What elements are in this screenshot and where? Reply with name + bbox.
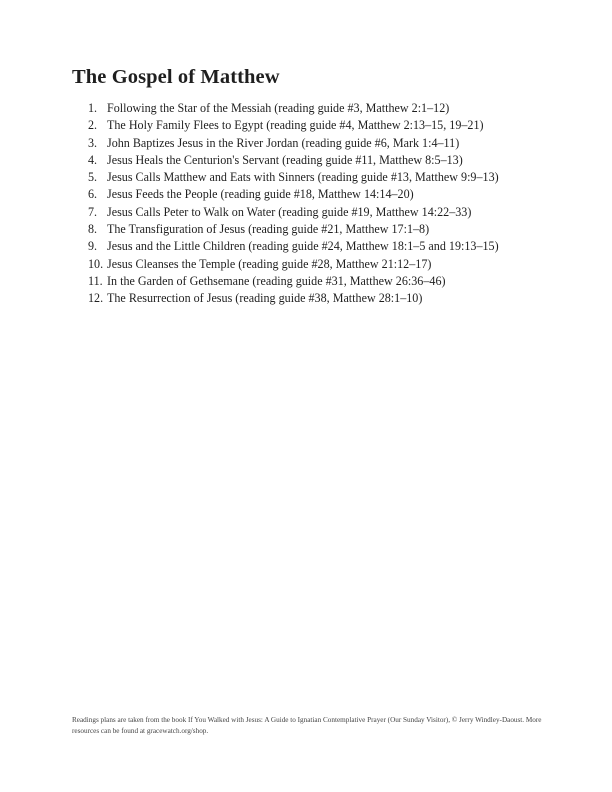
page-title: The Gospel of Matthew <box>72 66 280 88</box>
item-text: The Holy Family Flees to Egypt (reading guide #4, Matthew 2:13–15, 19–21) <box>107 118 484 133</box>
list-item <box>88 290 588 307</box>
item-text: John Baptizes Jesus in the River Jordan (reading guide #6, Mark 1:4–11) <box>107 135 460 150</box>
item-number: 8. <box>88 222 98 237</box>
list-item <box>88 135 588 152</box>
list-item <box>88 152 588 169</box>
item-text: Jesus Cleanses the Temple (reading guide #28, Matthew 21:12–17) <box>107 256 432 271</box>
item-number: 4. <box>88 152 98 167</box>
item-number: 3. <box>88 135 98 150</box>
item-number: 7. <box>88 204 98 219</box>
item-number: 10. <box>88 256 104 271</box>
item-number: 12. <box>88 291 104 306</box>
item-number: 9. <box>88 239 98 254</box>
item-number: 5. <box>88 170 98 185</box>
item-text: In the Garden of Gethsemane (reading guide #31, Matthew 26:36–46) <box>107 273 446 288</box>
item-number: 2. <box>88 118 98 133</box>
item-text: The Resurrection of Jesus (reading guide #38, Matthew 28:1–10) <box>107 291 423 306</box>
list-item <box>88 204 588 221</box>
readings-list <box>88 100 588 308</box>
list-item <box>88 221 588 238</box>
list-item <box>88 273 588 290</box>
item-text: Jesus Feeds the People (reading guide #18, Matthew 14:14–20) <box>107 187 414 202</box>
item-text: Jesus Heals the Centurion's Servant (reading guide #11, Matthew 8:5–13) <box>107 152 463 167</box>
item-text: The Transfiguration of Jesus (reading guide #21, Matthew 17:1–8) <box>107 222 430 237</box>
item-number: 11. <box>88 273 103 288</box>
list-item <box>88 117 588 134</box>
item-text: Jesus Calls Matthew and Eats with Sinners (reading guide #13, Matthew 9:9–13) <box>107 170 499 185</box>
item-text: Following the Star of the Messiah (reading guide #3, Matthew 2:1–12) <box>107 101 450 115</box>
item-text: Jesus Calls Peter to Walk on Water (reading guide #19, Matthew 14:22–33) <box>107 204 472 219</box>
item-number: 1. <box>88 101 98 115</box>
list-item <box>88 186 588 203</box>
list-item <box>88 256 588 273</box>
item-number: 6. <box>88 187 98 202</box>
item-text: Jesus and the Little Children (reading guide #24, Matthew 18:1–5 and 19:13–15) <box>107 239 499 254</box>
list-item <box>88 169 588 186</box>
list-item <box>88 100 588 117</box>
list-item <box>88 238 588 255</box>
footer-note: Readings plans are taken from the book If You Walked with Jesus: A Guide to Ignatian Contemplative Prayer (Our Sunday Visitor), © Jerry Windley-Daoust. More resources can be found at gracewatch.org/shop. <box>72 716 542 735</box>
